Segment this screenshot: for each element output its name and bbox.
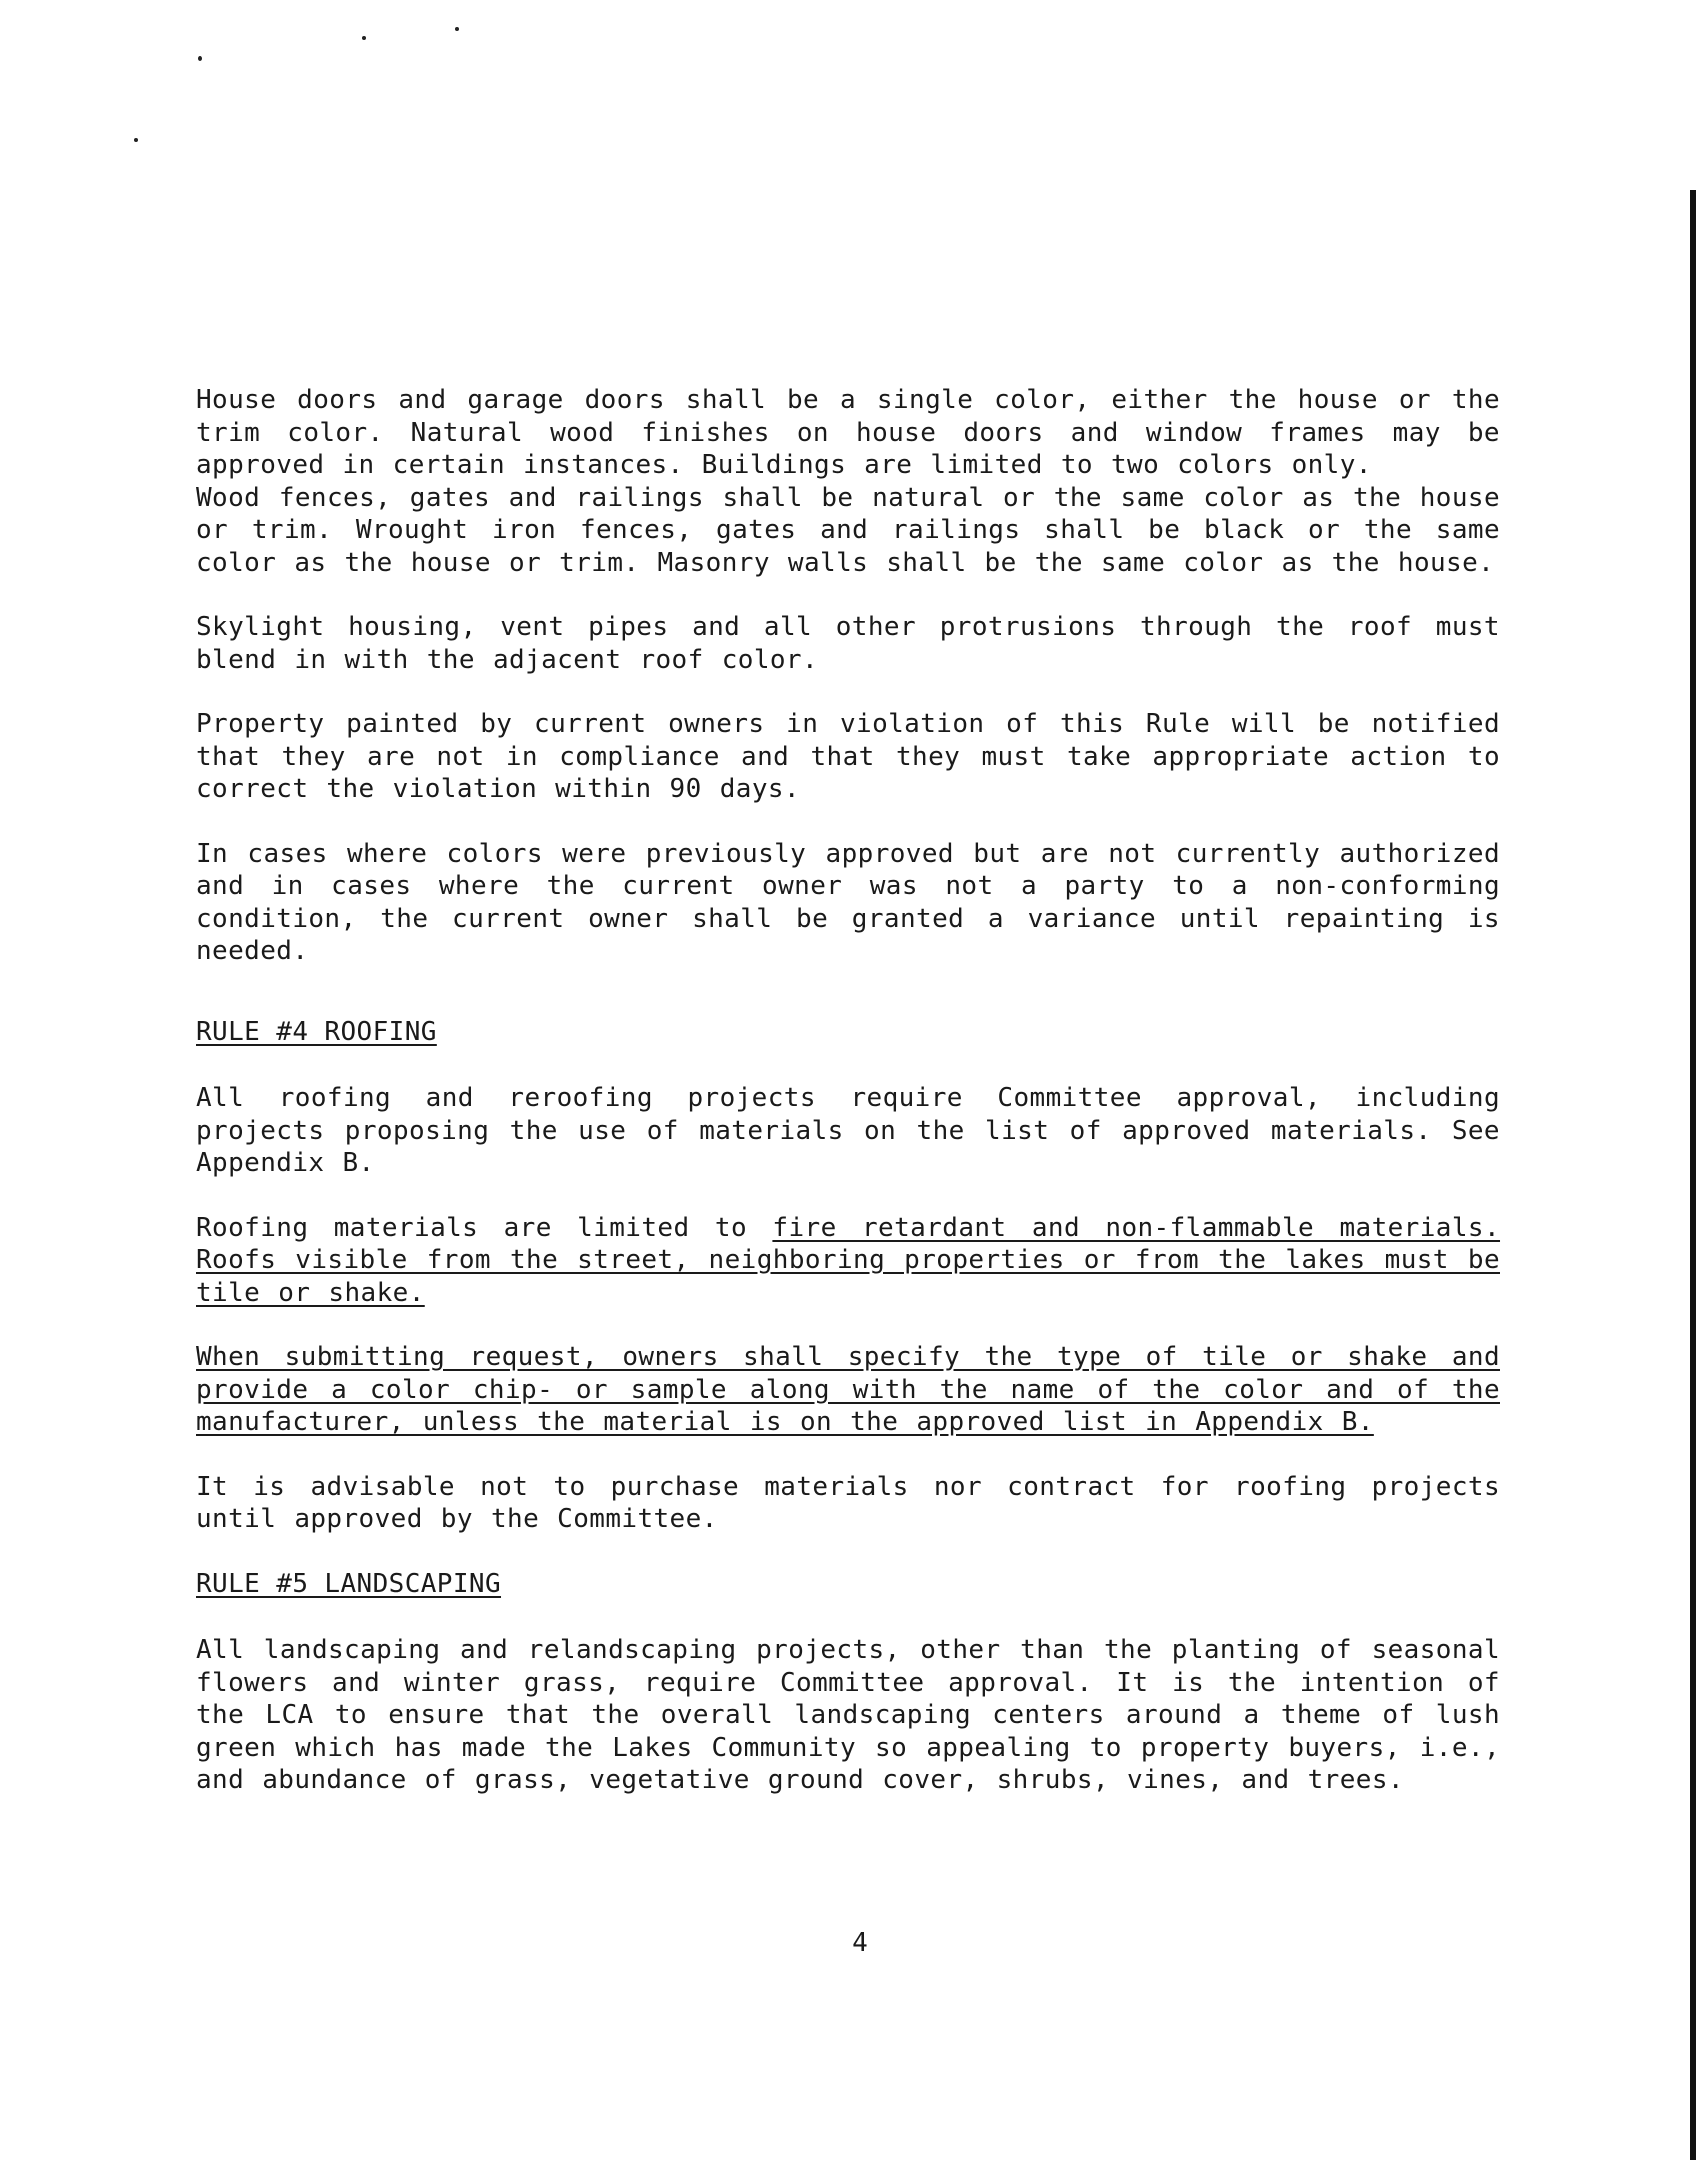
rule5-paragraph-landscaping: All landscaping and relandscaping projects, other than the planting of seasonal flowers and winter grass, require Committee approval. It is the intention of the LCA to ensure that the overall landscaping centers around a theme of lush green which has made the Lakes Community so appealing to property buyers, i.e., and abundance of grass, vegetative ground cover, shrubs, vines, and trees.: [196, 1635, 1500, 1795]
rule4-materials-text: Roofing materials are limited to: [196, 1212, 773, 1243]
rule4-paragraph-approval: All roofing and reroofing projects require Committee approval, including projects proposing the use of materials on the list of approved materials. See Appendix B.: [196, 1083, 1500, 1178]
rule4-paragraph-submitting: [196, 1341, 1500, 1439]
rule5-heading: RULE #5 LANDSCAPING: [196, 1568, 502, 1599]
document-body: [196, 384, 1500, 1829]
rule4-materials-underlined: fire retardant and non-flammable materials. Roofs visible from the street, neighboring properties or from the lakes must be tile or shake.: [196, 1212, 1501, 1308]
scan-speck: [134, 138, 138, 142]
rule4-submitting-underlined: When submitting request, owners shall specify the type of tile or shake and provide a color chip- or sample along with the name of the color and of the manufacturer, unless the material is on the approved list in Appendix B.: [196, 1342, 1500, 1437]
scan-edge: [1690, 190, 1696, 2160]
rule4-heading: RULE #4 ROOFING: [196, 1016, 437, 1047]
paragraph-violation: Property painted by current owners in violation of this Rule will be notified that they are not in compliance and that they must take appropriate action to correct the violation within 90 days.: [196, 709, 1500, 804]
scan-speck: [455, 27, 459, 31]
scan-speck: [362, 36, 366, 40]
paragraph-house-doors: House doors and garage doors shall be a single color, either the house or the trim color. Natural wood finishes on house doors and window frames may be approved in certain instances. Buildings are limited to two colors only.: [196, 385, 1500, 480]
page-number: 4: [852, 1928, 868, 1958]
rule4-paragraph-materials: [196, 1212, 1500, 1310]
paragraph-fences: Wood fences, gates and railings shall be natural or the same color as the house or trim. Wrought iron fences, gates and railings shall be black or the same color as the house or trim. Masonry walls shall be the same color as the house.: [196, 482, 1500, 578]
rule4-paragraph-advisable: It is advisable not to purchase materials nor contract for roofing projects until approved by the Committee.: [196, 1471, 1500, 1534]
paragraph-skylight: Skylight housing, vent pipes and all other protrusions through the roof must blend in with the adjacent roof color.: [196, 612, 1500, 675]
scan-speck: [198, 56, 202, 61]
paragraph-variance: In cases where colors were previously approved but are not currently authorized and in cases where the current owner was not a party to a non-conforming condition, the current owner shall be granted a variance until repainting is needed.: [196, 838, 1500, 966]
